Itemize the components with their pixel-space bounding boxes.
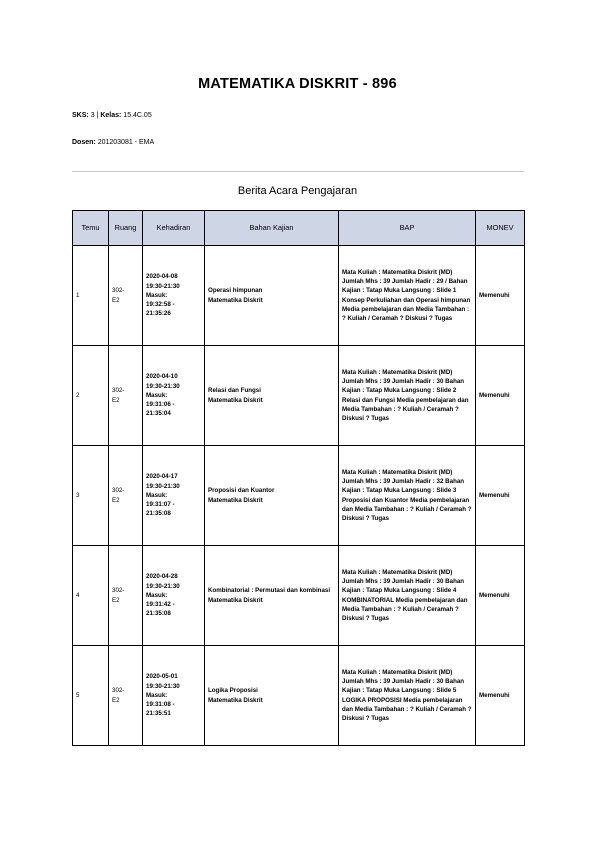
cell-kehadiran: 2020-04-17 19:30-21:30 Masuk: 19:31:07 - 21:35:08 <box>143 446 205 546</box>
header-kehadiran: Kehadiran <box>143 211 205 246</box>
cell-kehadiran: 2020-04-10 19:30-21:30 Masuk: 19:31:06 - 21:35:04 <box>143 346 205 446</box>
cell-monev: Memenuhi <box>476 246 525 346</box>
table-row <box>73 246 525 346</box>
table-row <box>73 446 525 546</box>
table-row <box>73 546 525 646</box>
cell-temu: 3 <box>73 446 109 546</box>
cell-ruang: 302- E2 <box>109 246 143 346</box>
course-dosen <box>72 139 154 146</box>
header-ruang: Ruang <box>109 211 143 246</box>
cell-temu: 1 <box>73 246 109 346</box>
meta-separator: | <box>96 112 99 119</box>
cell-bahan-kajian: Logika Proposisi Matematika Diskrit <box>205 646 339 746</box>
cell-temu: 5 <box>73 646 109 746</box>
sks-label: SKS: <box>72 112 89 119</box>
cell-kehadiran: 2020-04-08 19:30-21:30 Masuk: 19:32:58 - 21:35:26 <box>143 246 205 346</box>
cell-bahan-kajian: Relasi dan Fungsi Matematika Diskrit <box>205 346 339 446</box>
cell-ruang: 302- E2 <box>109 646 143 746</box>
cell-monev: Memenuhi <box>476 646 525 746</box>
cell-kehadiran: 2020-04-28 19:30-21:30 Masuk: 19:31:42 - 21:35:08 <box>143 546 205 646</box>
header-temu: Temu <box>73 211 109 246</box>
bap-table <box>72 210 525 746</box>
course-sks-kelas <box>72 112 152 119</box>
cell-ruang: 302- E2 <box>109 346 143 446</box>
cell-bahan-kajian: Operasi himpunan Matematika Diskrit <box>205 246 339 346</box>
cell-ruang: 302- E2 <box>109 546 143 646</box>
header-monev: MONEV <box>476 211 525 246</box>
divider <box>72 171 524 172</box>
course-title: MATEMATIKA DISKRIT - 896 <box>198 76 397 92</box>
sks-value: 3 <box>90 112 95 119</box>
cell-bap: Mata Kuliah : Matematika Diskrit (MD) Jumlah Mhs : 39 Jumlah Hadir : 29 / Bahan Kajian : Tatap Muka Langsung : Slide 1 Konsep Perkuliahan dan Operasi himpunan Media pembelajaran dan Media Tambahan : ? Kuliah / Ceramah ? Diskusi ? Tugas <box>339 246 476 346</box>
cell-bahan-kajian: Proposisi dan Kuantor Matematika Diskrit <box>205 446 339 546</box>
cell-temu: 2 <box>73 346 109 446</box>
kelas-label: Kelas: <box>100 112 122 119</box>
cell-temu: 4 <box>73 546 109 646</box>
dosen-label: Dosen: <box>72 139 96 146</box>
cell-monev: Memenuhi <box>476 446 525 546</box>
cell-monev: Memenuhi <box>476 546 525 646</box>
table-row <box>73 346 525 446</box>
cell-kehadiran: 2020-05-01 19:30-21:30 Masuk: 19:31:08 - 21:35:51 <box>143 646 205 746</box>
cell-bap: Mata Kuliah : Matematika Diskrit (MD) Jumlah Mhs : 39 Jumlah Hadir : 30 Bahan Kajian : Tatap Muka Langsung : Slide 5 LOGIKA PROPOSISI Media pembelajaran dan Media Tambahan : ? Kuliah / Ceramah ? Diskusi ? Tugas <box>339 646 476 746</box>
cell-bap: Mata Kuliah : Matematika Diskrit (MD) Jumlah Mhs : 39 Jumlah Hadir : 30 Bahan Kajian : Tatap Muka Langsung : Slide 4 KOMBINATORIAL Media pembelajaran dan Media Tambahan : ? Kuliah / Ceramah ? Diskusi ? Tugas <box>339 546 476 646</box>
cell-monev: Memenuhi <box>476 346 525 446</box>
dosen-value: 201203081 - EMA <box>97 139 155 146</box>
cell-ruang: 302- E2 <box>109 446 143 546</box>
kelas-value: 15.4C.05 <box>123 112 152 119</box>
section-title: Berita Acara Pengajaran <box>237 185 358 197</box>
cell-bap: Mata Kuliah : Matematika Diskrit (MD) Jumlah Mhs : 39 Jumlah Hadir : 30 Bahan Kajian : Tatap Muka Langsung : Slide 2 Relasi dan Fungsi Media pembelajaran dan Media Tambahan : ? Kuliah / Ceramah ? Diskusi ? Tugas <box>339 346 476 446</box>
header-bahan-kajian: Bahan Kajian <box>205 211 339 246</box>
cell-bahan-kajian: Kombinatorial : Permutasi dan kombinasi Matematika Diskrit <box>205 546 339 646</box>
table-row <box>73 646 525 746</box>
header-bap: BAP <box>339 211 476 246</box>
cell-bap: Mata Kuliah : Matematika Diskrit (MD) Jumlah Mhs : 39 Jumlah Hadir : 32 Bahan Kajian : Tatap Muka Langsung : Slide 3 Proposisi dan Kuantor Media pembelajaran dan Media Tambahan : ? Kuliah / Ceramah ? Diskusi ? Tugas <box>339 446 476 546</box>
table-header-row <box>73 211 525 246</box>
